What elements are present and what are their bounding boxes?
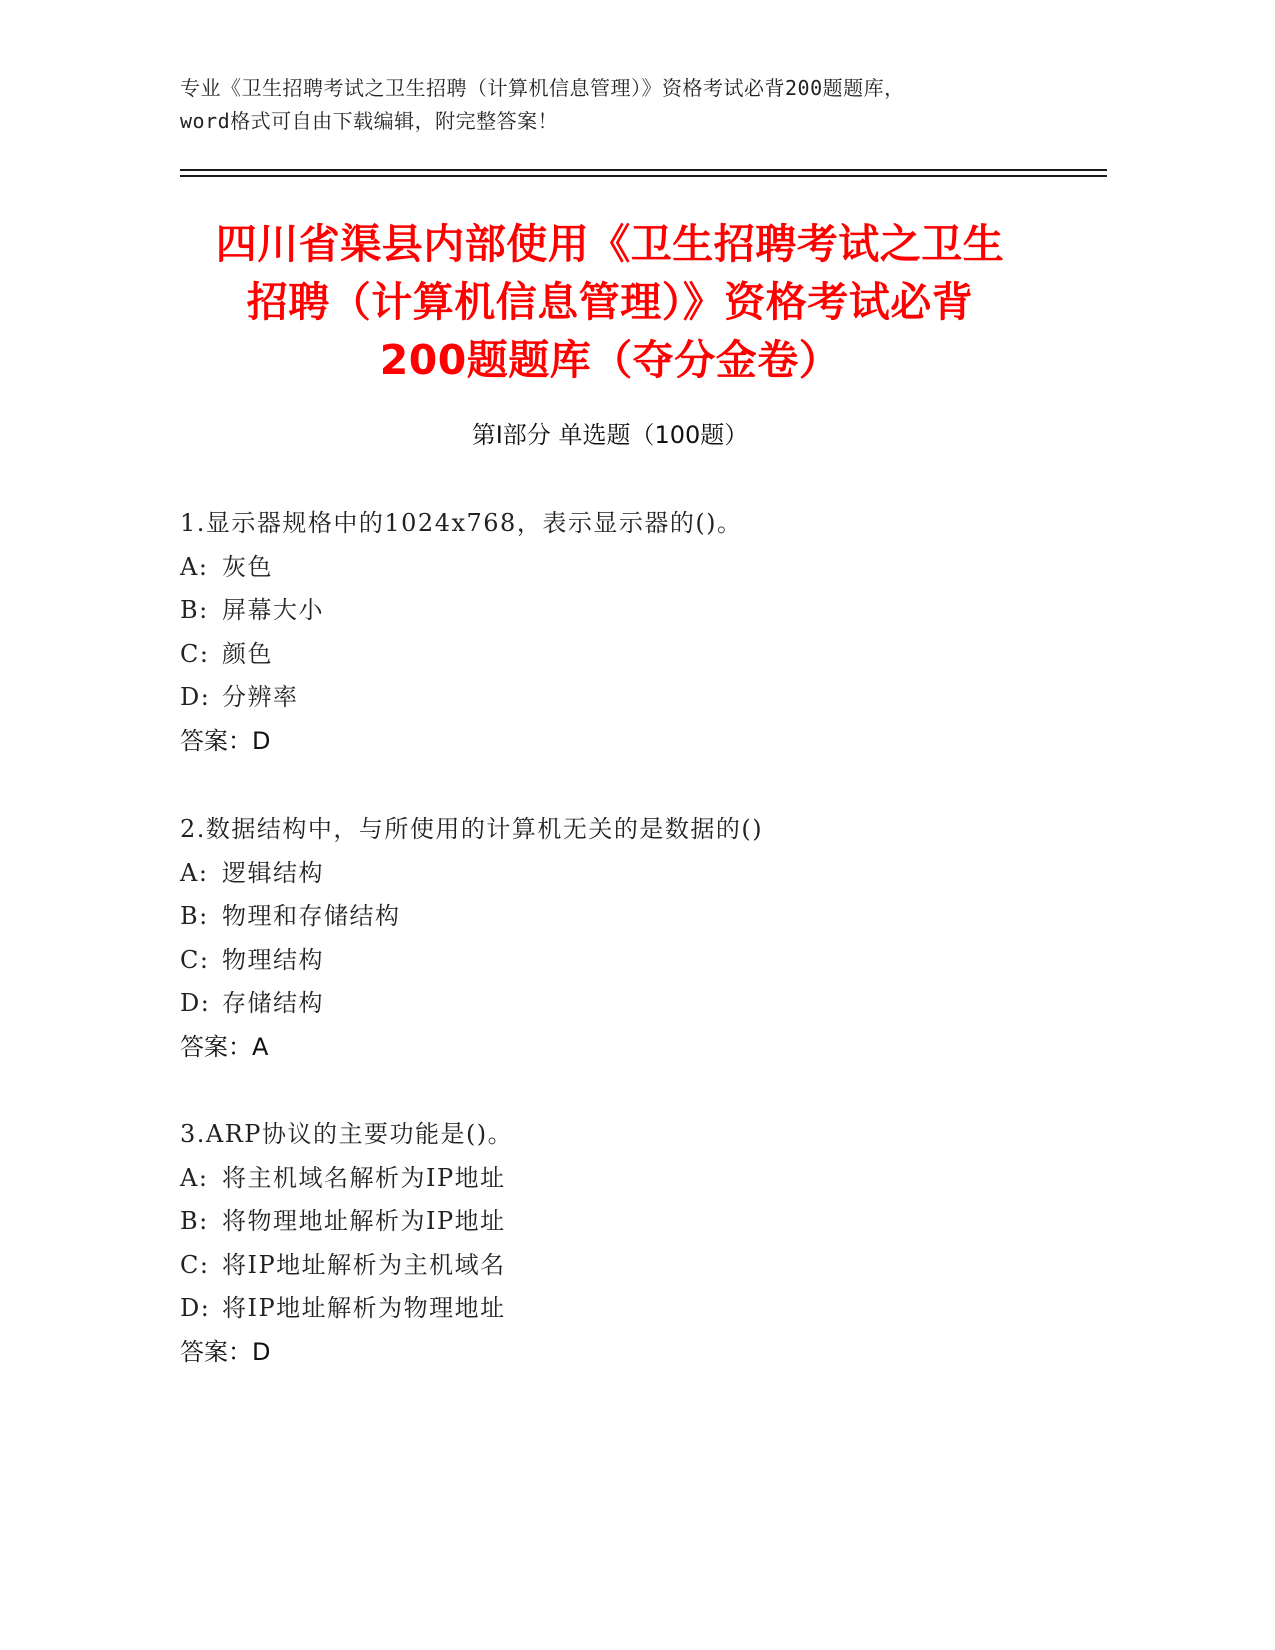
option-d bbox=[180, 676, 1080, 720]
option-text: 分辨率 bbox=[222, 683, 299, 711]
option-text: 物理和存储结构 bbox=[222, 902, 401, 930]
option-letter: D: bbox=[180, 1294, 211, 1322]
option-letter: B: bbox=[180, 596, 209, 624]
option-c bbox=[180, 939, 1080, 983]
option-text: 将主机域名解析为IP地址 bbox=[222, 1163, 506, 1192]
question-1 bbox=[180, 502, 1080, 763]
answer: 答案：D bbox=[180, 726, 271, 755]
option-b bbox=[180, 895, 1080, 939]
option-text: 屏幕大小 bbox=[222, 596, 324, 624]
option-a bbox=[180, 546, 1080, 590]
question-stem: 1.显示器规格中的1024x768，表示显示器的()。 bbox=[180, 509, 743, 537]
option-c bbox=[180, 1244, 1080, 1288]
section-title: 第Ⅰ部分 单选题（100题） bbox=[471, 421, 749, 449]
option-letter: C: bbox=[180, 1250, 210, 1279]
option-letter: A: bbox=[180, 1163, 209, 1192]
option-letter: D: bbox=[180, 989, 211, 1017]
option-letter: A: bbox=[180, 552, 209, 581]
question-stem: 2.数据结构中，与所使用的计算机无关的是数据的() bbox=[180, 815, 764, 843]
option-text: 将物理地址解析为IP地址 bbox=[222, 1207, 506, 1235]
header-divider-top bbox=[180, 169, 1107, 171]
header-note bbox=[180, 72, 1110, 138]
option-text: 物理结构 bbox=[222, 945, 324, 974]
answer: 答案：D bbox=[180, 1337, 271, 1366]
option-letter: D: bbox=[180, 683, 211, 711]
option-letter: A: bbox=[180, 858, 209, 887]
option-a bbox=[180, 1157, 1080, 1201]
option-text: 灰色 bbox=[222, 552, 273, 581]
option-text: 颜色 bbox=[222, 639, 273, 668]
option-a bbox=[180, 852, 1080, 896]
option-letter: B: bbox=[180, 1207, 209, 1235]
option-c bbox=[180, 633, 1080, 677]
option-letter: C: bbox=[180, 639, 210, 668]
option-b bbox=[180, 1200, 1080, 1244]
document-title-line-3: 200题题库（夺分金卷） bbox=[379, 336, 841, 384]
option-letter: C: bbox=[180, 945, 210, 974]
header-note-line-2: word格式可自由下载编辑，附完整答案！ bbox=[180, 109, 559, 133]
header-note-line-1: 专业《卫生招聘考试之卫生招聘（计算机信息管理）》资格考试必背200题题库， bbox=[180, 76, 905, 100]
question-3 bbox=[180, 1113, 1080, 1374]
option-d bbox=[180, 982, 1080, 1026]
option-text: 存储结构 bbox=[222, 989, 324, 1017]
option-letter: B: bbox=[180, 902, 209, 930]
document-title bbox=[175, 215, 1045, 389]
option-text: 逻辑结构 bbox=[222, 858, 324, 887]
answer: 答案：A bbox=[180, 1032, 269, 1061]
question-stem: 3.ARP协议的主要功能是()。 bbox=[180, 1120, 514, 1148]
document-title-line-1: 四川省渠县内部使用《卫生招聘考试之卫生 bbox=[215, 220, 1005, 268]
option-text: 将IP地址解析为物理地址 bbox=[222, 1294, 506, 1322]
option-text: 将IP地址解析为主机域名 bbox=[222, 1250, 506, 1279]
option-b bbox=[180, 589, 1080, 633]
option-d bbox=[180, 1287, 1080, 1331]
document-title-line-2: 招聘（计算机信息管理）》资格考试必背 bbox=[246, 278, 974, 326]
header-divider-bottom bbox=[180, 175, 1107, 177]
question-2 bbox=[180, 808, 1080, 1069]
